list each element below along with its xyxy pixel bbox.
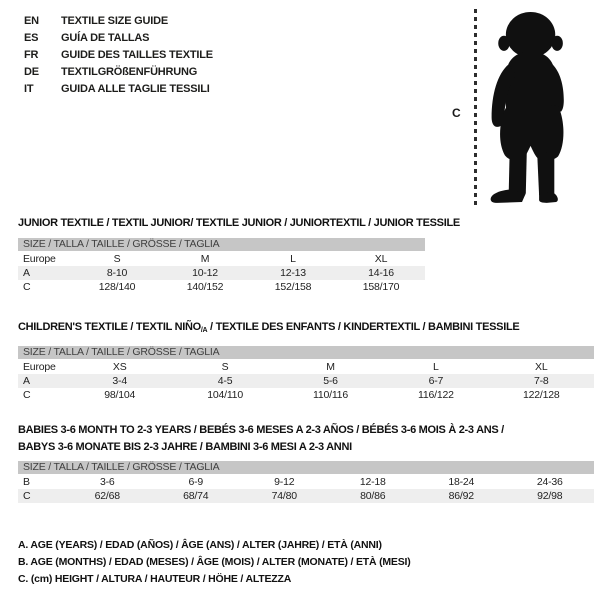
language-row-it <box>24 81 213 98</box>
toddler-silhouette-icon <box>484 4 598 213</box>
height-cell: 68/74 <box>183 490 209 502</box>
size-cell: S <box>221 361 229 373</box>
table-row-europe <box>18 360 594 374</box>
row-label: Europe <box>23 361 56 373</box>
age-cell: 4-5 <box>217 375 233 387</box>
babies-table <box>18 475 594 503</box>
babies-table-title <box>18 422 504 456</box>
height-cell: 152/158 <box>274 281 312 293</box>
table-row-height <box>18 280 425 294</box>
footnote-c: C. (cm) HEIGHT / ALTURA / HAUTEUR / HÖHE / ALTEZZA <box>18 573 292 585</box>
size-cell: S <box>113 253 121 265</box>
language-title: TEXTILGRÖßENFÜHRUNG <box>61 66 198 78</box>
junior-table-title: JUNIOR TEXTILE / TEXTIL JUNIOR/ TEXTILE JUNIOR / JUNIORTEXTIL / JUNIOR TESSILE <box>18 217 460 229</box>
height-cell: 122/128 <box>523 389 560 401</box>
children-table <box>18 360 594 402</box>
size-header-bar: SIZE / TALLA / TAILLE / GRÖSSE / TAGLIA <box>18 238 425 251</box>
footnote-b: B. AGE (MONTHS) / EDAD (MESES) / ÂGE (MOIS) / ALTER (MONATE) / ETÀ (MESI) <box>18 556 411 568</box>
size-table-junior <box>18 238 425 294</box>
height-cell: 116/122 <box>417 389 454 401</box>
row-label: C <box>23 281 31 293</box>
age-cell: 14-16 <box>368 267 394 279</box>
age-cell: 6-9 <box>188 476 204 488</box>
height-cell: 80/86 <box>360 490 386 502</box>
language-code: EN <box>24 15 39 27</box>
row-label: B <box>23 476 30 488</box>
language-code: FR <box>24 49 39 61</box>
language-code: DE <box>24 66 39 78</box>
footnote-legend <box>18 537 411 588</box>
table-row-europe <box>18 252 425 266</box>
height-cell: 62/68 <box>94 490 120 502</box>
table-row-height <box>18 388 594 402</box>
size-cell: L <box>290 253 296 265</box>
size-table-children <box>18 346 594 402</box>
language-row-es <box>24 30 213 47</box>
age-cell: 10-12 <box>192 267 218 279</box>
height-cell: 158/170 <box>362 281 400 293</box>
table-row-age-months <box>18 475 594 489</box>
junior-table <box>18 252 425 294</box>
size-cell: XS <box>112 361 127 373</box>
row-label: C <box>23 490 31 502</box>
height-cell: 86/92 <box>448 490 474 502</box>
age-cell: 8-10 <box>106 267 128 279</box>
height-cell: 98/104 <box>104 389 136 401</box>
title-subscript: /A <box>200 327 208 334</box>
row-label: A <box>23 375 30 387</box>
size-cell: XL <box>535 361 548 373</box>
row-label: Europe <box>23 253 56 265</box>
language-row-de <box>24 64 213 81</box>
title-text: / TEXTILE DES ENFANTS / KINDERTEXTIL / BAMBINI TESSILE <box>207 321 520 333</box>
size-header-bar: SIZE / TALLA / TAILLE / GRÖSSE / TAGLIA <box>18 461 594 474</box>
language-title: GUÍA DE TALLAS <box>61 32 150 44</box>
age-cell: 5-6 <box>323 375 338 387</box>
language-title: GUIDA ALLE TAGLIE TESSILI <box>61 83 210 95</box>
language-code: ES <box>24 32 39 44</box>
height-cell: 128/140 <box>98 281 136 293</box>
size-header-bar: SIZE / TALLA / TAILLE / GRÖSSE / TAGLIA <box>18 346 594 359</box>
row-label: C <box>23 389 31 401</box>
height-cell: 140/152 <box>186 281 224 293</box>
title-line-2: BABYS 3-6 MONATE BIS 2-3 JAHRE / BAMBINI 3-6 MESI A 2-3 ANNI <box>18 441 352 453</box>
language-list <box>24 13 213 98</box>
table-row-height <box>18 489 594 503</box>
footnote-a: A. AGE (YEARS) / EDAD (AÑOS) / ÂGE (ANS) / ALTER (JAHRE) / ETÀ (ANNI) <box>18 539 382 551</box>
size-cell: L <box>433 361 439 373</box>
children-table-title <box>18 319 519 339</box>
title-text: CHILDREN'S TEXTILE / TEXTIL NIÑO <box>18 321 201 333</box>
height-cell: 110/116 <box>312 389 348 401</box>
age-cell: 12-13 <box>280 267 306 279</box>
age-cell: 24-36 <box>536 476 563 488</box>
table-row-age <box>18 266 425 280</box>
language-row-en <box>24 13 213 30</box>
figure-label-c: C <box>452 106 461 120</box>
height-cell: 74/80 <box>271 490 297 502</box>
table-row-age <box>18 374 594 388</box>
size-cell: XL <box>374 253 388 265</box>
size-cell: M <box>200 253 210 265</box>
size-cell: M <box>326 361 335 373</box>
height-dashed-line <box>474 9 477 206</box>
row-label: A <box>23 267 30 279</box>
language-code: IT <box>24 83 34 95</box>
age-cell: 9-12 <box>274 476 295 488</box>
height-cell: 92/98 <box>537 490 563 502</box>
size-table-babies <box>18 461 594 503</box>
language-title: TEXTILE SIZE GUIDE <box>61 15 169 27</box>
age-cell: 18-24 <box>448 476 475 488</box>
language-row-fr <box>24 47 213 64</box>
age-cell: 3-4 <box>112 375 127 387</box>
age-cell: 3-6 <box>99 476 115 488</box>
age-cell: 7-8 <box>533 375 549 387</box>
age-cell: 6-7 <box>428 375 444 387</box>
age-cell: 12-18 <box>359 476 386 488</box>
height-cell: 104/110 <box>207 389 243 401</box>
language-title: GUIDE DES TAILLES TEXTILE <box>61 49 213 61</box>
title-line-1: BABIES 3-6 MONTH TO 2-3 YEARS / BEBÉS 3-6 MESES A 2-3 AÑOS / BÉBÉS 3-6 MOIS À 2-3 ANS / <box>18 424 504 436</box>
